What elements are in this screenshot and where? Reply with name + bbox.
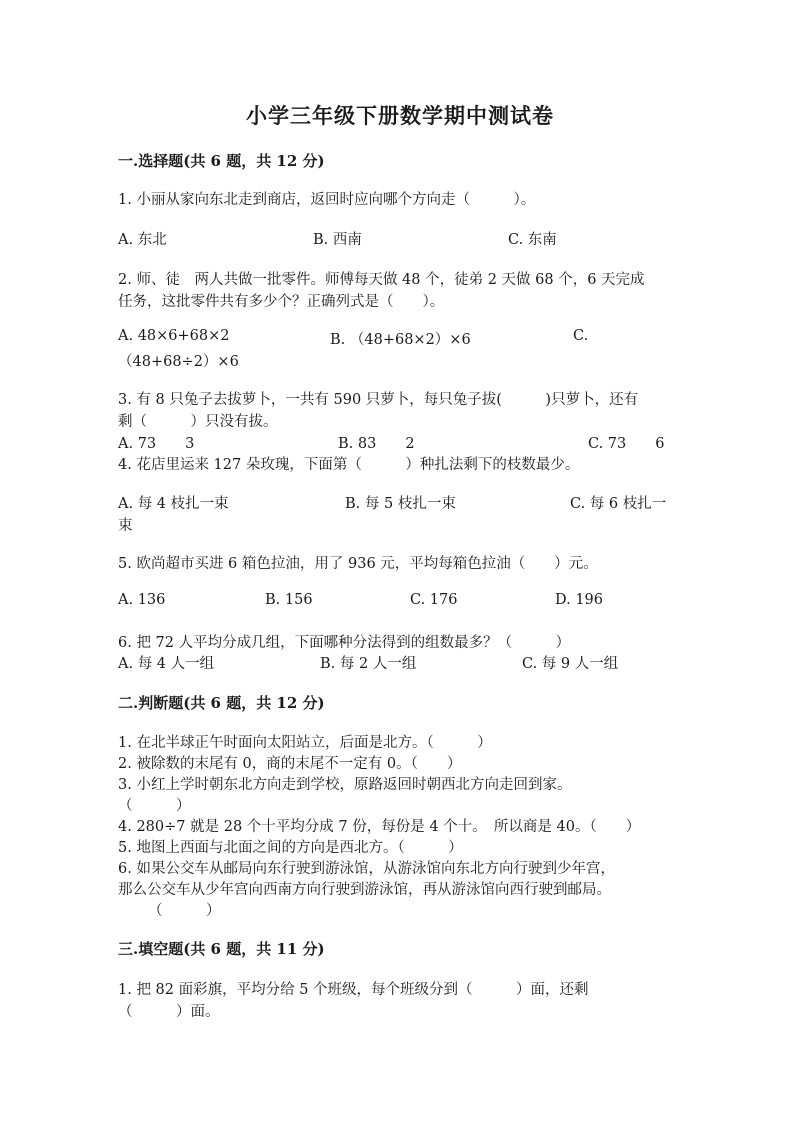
question-text: （ ）: [118, 798, 191, 814]
question-text: 6. 把 72 人平均分成几组，下面哪种分法得到的组数最多？（ ）: [118, 635, 571, 651]
answer-option: B. （48+68×2）×6: [330, 332, 471, 348]
question-text: 2. 师、徒 两人共做一批零件。师傅每天做 48 个，徒弟 2 天做 68 个，6 天完成: [118, 272, 645, 288]
question-text: 4. 280÷7 就是 28 个十平均分成 7 份，每份是 4 个十。 所以商是 40。（ ）: [118, 819, 641, 835]
question-text: 任务，这批零件共有多少个？正确列式是（ ）。: [118, 294, 445, 310]
question-text: 5. 地图上西面与北面之间的方向是西北方。（ ）: [118, 840, 463, 856]
question-text: 1. 小丽从家向东北走到商店，返回时应向哪个方向走（ ）。: [118, 192, 536, 208]
question-text: 1. 把 82 面彩旗，平均分给 5 个班级，每个班级分到（ ）面，还剩: [118, 982, 589, 998]
answer-option: A. 东北: [118, 232, 167, 248]
section-heading-judgment: 二.判断题(共 6 题，共 12 分): [118, 694, 325, 712]
answer-option: A. 73 3: [118, 436, 195, 452]
page-title: 小学三年级下册数学期中测试卷: [246, 103, 554, 128]
answer-option: A. 每 4 人一组: [118, 656, 215, 672]
answer-option: C. 每 9 人一组: [522, 656, 619, 672]
answer-option: C. 东南: [508, 232, 557, 248]
answer-option: C. 176: [410, 592, 458, 608]
answer-option: B. 156: [265, 592, 313, 608]
question-text: （ ）面。: [118, 1004, 220, 1020]
answer-option: B. 83 2: [338, 436, 415, 452]
question-text: 1. 在北半球正午时面向太阳站立，后面是北方。（ ）: [118, 735, 492, 751]
question-text: 2. 被除数的末尾有 0，商的末尾不一定有 0。（ ）: [118, 756, 462, 772]
answer-option: A. 136: [118, 592, 166, 608]
question-text: 那么公交车从少年宫向西南方向行驶到游泳馆，再从游泳馆向西行驶到邮局。: [118, 882, 611, 898]
answer-option: C. 每 6 枝扎一: [570, 496, 667, 512]
section-heading-choice: 一.选择题(共 6 题，共 12 分): [118, 152, 325, 170]
question-text: 剩（ ）只没有拔。: [118, 414, 278, 430]
question-text: 3. 小红上学时朝东北方向走到学校，原路返回时朝西北方向走回到家。: [118, 777, 572, 793]
answer-option: C.: [573, 328, 589, 344]
section-heading-fill: 三.填空题(共 6 题，共 11 分): [118, 940, 325, 958]
question-text: 6. 如果公交车从邮局向东行驶到游泳馆，从游泳馆向东北方向行驶到少年宫，: [118, 861, 615, 877]
answer-option: （48+68÷2）×6: [118, 354, 239, 370]
answer-option: A. 48×6+68×2: [118, 328, 230, 344]
question-text: 3. 有 8 只兔子去拔萝卜，一共有 590 只萝卜，每只兔子拔( )只萝卜，还有: [118, 392, 639, 408]
question-text: （ ）: [148, 903, 221, 919]
answer-option: B. 每 2 人一组: [320, 656, 417, 672]
answer-option: 束: [118, 518, 133, 534]
answer-option: A. 每 4 枝扎一束: [118, 496, 229, 512]
answer-option: B. 每 5 枝扎一束: [345, 496, 456, 512]
question-text: 4. 花店里运来 127 朵玫瑰，下面第（ ）种扎法剩下的枝数最少。: [118, 457, 580, 473]
answer-option: D. 196: [555, 592, 604, 608]
answer-option: C. 73 6: [588, 436, 665, 452]
question-text: 5. 欧尚超市买进 6 箱色拉油，用了 936 元，平均每箱色拉油（ ）元。: [118, 556, 598, 572]
answer-option: B. 西南: [313, 232, 362, 248]
